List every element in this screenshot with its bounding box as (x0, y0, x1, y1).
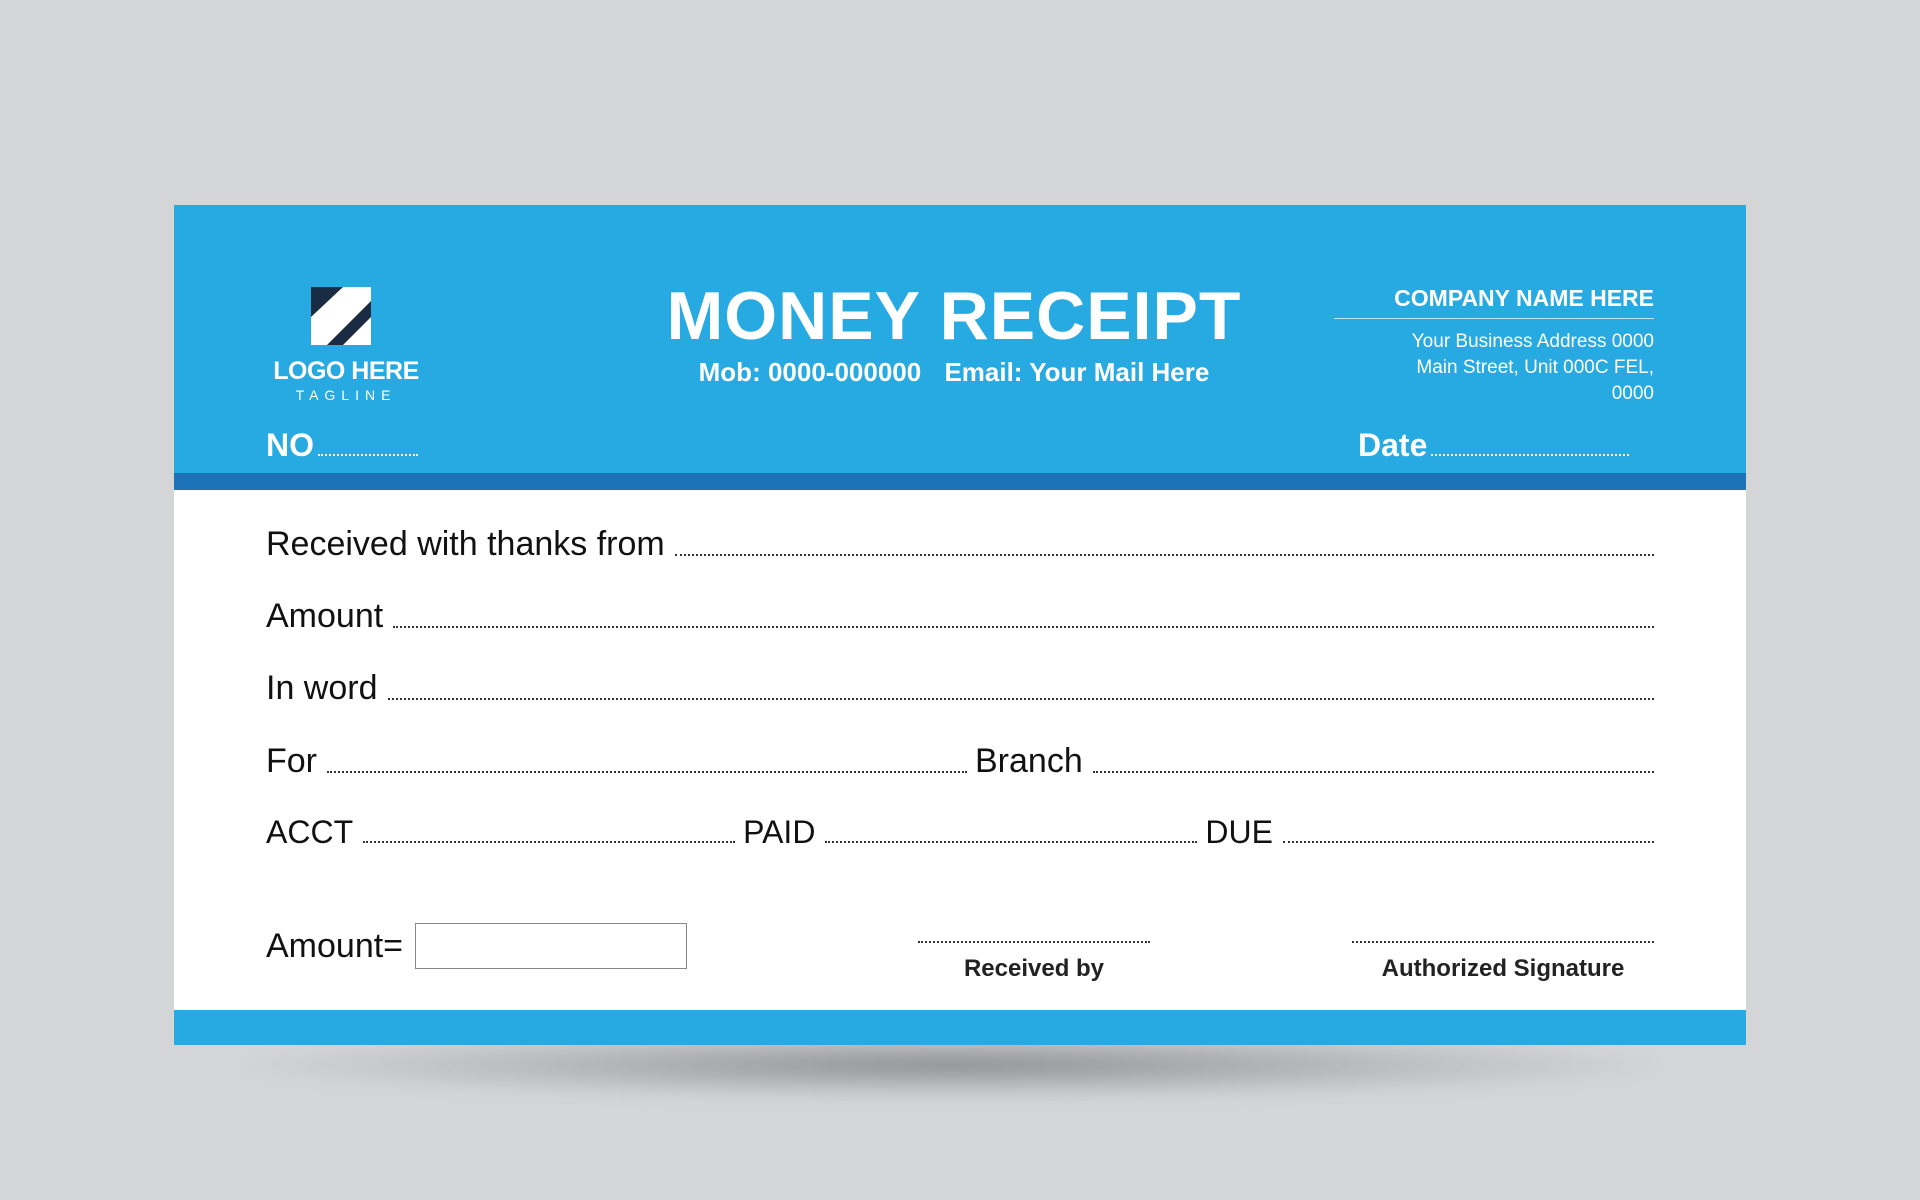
logo-tagline: TAGLINE (295, 387, 397, 403)
for-label: For (266, 742, 317, 780)
receipt-header (174, 205, 1746, 473)
email-address: Email: Your Mail Here (944, 357, 1210, 387)
received-by-dots[interactable] (918, 941, 1150, 943)
amount-dots (393, 625, 1654, 628)
received-by-label: Received by (963, 955, 1105, 982)
due-dots[interactable] (1283, 840, 1654, 843)
company-address (1334, 329, 1654, 407)
received-from-label: Received with thanks from (266, 525, 665, 563)
receipt-number-dots (318, 453, 418, 456)
amount-field[interactable] (266, 597, 1654, 636)
header-stripe (174, 473, 1746, 490)
received-by-signature (918, 941, 1150, 983)
logo-text: LOGO HERE (273, 357, 419, 385)
acct-dots[interactable] (363, 840, 735, 843)
date-dots (1431, 453, 1629, 456)
address-line-2: Main Street, Unit 000C FEL, (1416, 357, 1654, 378)
paid-dots[interactable] (825, 840, 1197, 843)
acct-label: ACCT (266, 814, 354, 850)
receipt-number-label: NO (266, 427, 314, 463)
paid-label: PAID (743, 814, 816, 850)
date-label: Date (1358, 427, 1428, 463)
receipt-title: MONEY RECEIPT (666, 278, 1242, 354)
amount-label: Amount (266, 597, 384, 635)
amount-total-box[interactable] (415, 923, 687, 969)
receipt-number-field[interactable] (266, 427, 418, 464)
for-branch-row (266, 742, 1654, 781)
company-info (1334, 285, 1654, 407)
amount-total (266, 923, 687, 969)
branch-label: Branch (975, 742, 1083, 780)
address-line-3: 0000 (1611, 383, 1654, 404)
money-receipt (174, 205, 1746, 1045)
due-label: DUE (1205, 814, 1273, 850)
acct-paid-due-row (266, 814, 1654, 851)
amount-total-label: Amount= (266, 926, 404, 965)
company-name: COMPANY NAME HERE (1334, 285, 1654, 319)
in-word-field[interactable] (266, 669, 1654, 708)
authorized-signature (1352, 941, 1654, 983)
mobile-number: Mob: 0000-000000 (698, 357, 922, 387)
received-from-dots (675, 553, 1654, 556)
date-field[interactable] (1358, 427, 1629, 464)
square-slash-logo-icon (311, 287, 371, 345)
received-from-field[interactable] (266, 525, 1654, 564)
in-word-dots (388, 697, 1655, 700)
address-line-1: Your Business Address 0000 (1411, 331, 1654, 352)
for-dots[interactable] (327, 770, 967, 773)
authorized-signature-dots[interactable] (1352, 941, 1654, 943)
in-word-label: In word (266, 669, 378, 707)
authorized-signature-label: Authorized Signature (1381, 955, 1625, 982)
branch-dots[interactable] (1093, 770, 1654, 773)
contact-line (594, 357, 1314, 388)
footer-bar (174, 1010, 1746, 1045)
